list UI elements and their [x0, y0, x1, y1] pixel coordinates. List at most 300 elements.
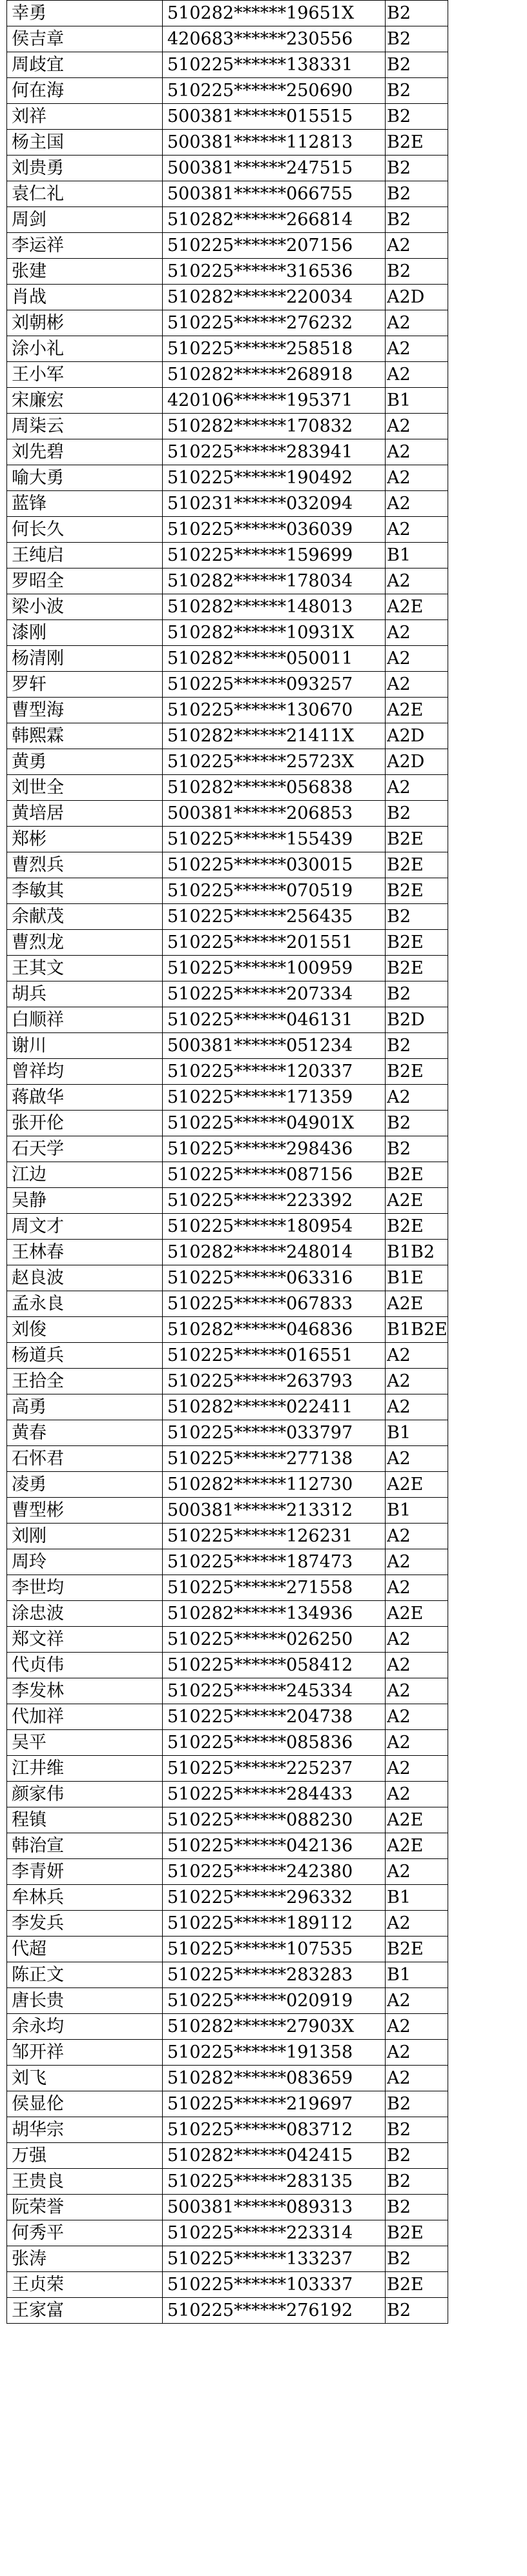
license-class-cell: A2	[386, 491, 448, 517]
id-number-cell: 510225******036039	[163, 517, 386, 543]
license-class-cell: B2E	[386, 1059, 448, 1085]
id-number-cell: 510282******022411	[163, 1394, 386, 1420]
table-row	[7, 336, 448, 362]
license-class-cell: B2E	[386, 1214, 448, 1240]
name-cell: 涂忠波	[7, 1601, 163, 1627]
name-cell: 邹开祥	[7, 2040, 163, 2066]
name-cell: 胡华宗	[7, 2117, 163, 2143]
table-row	[7, 207, 448, 233]
name-cell: 杨清刚	[7, 646, 163, 672]
license-class-cell: B2	[386, 1111, 448, 1136]
id-number-cell: 510225******271558	[163, 1575, 386, 1601]
name-cell: 韩熙霖	[7, 723, 163, 749]
table-row	[7, 1937, 448, 1962]
license-class-cell: A2	[386, 1988, 448, 2014]
id-number-cell: 510225******191358	[163, 2040, 386, 2066]
id-number-cell: 510282******268918	[163, 362, 386, 388]
id-number-cell: 510282******10931X	[163, 620, 386, 646]
license-class-cell: B1B2E	[386, 1317, 448, 1343]
license-class-cell: B2E	[386, 2272, 448, 2298]
name-cell: 王家富	[7, 2298, 163, 2324]
license-class-cell: B1	[386, 1498, 448, 1524]
name-cell: 漆刚	[7, 620, 163, 646]
table-row	[7, 1085, 448, 1111]
license-class-cell: A2E	[386, 1833, 448, 1859]
table-row	[7, 569, 448, 594]
table-row	[7, 1627, 448, 1653]
name-cell: 周歧宜	[7, 52, 163, 78]
name-cell: 吴平	[7, 1730, 163, 1756]
license-class-cell: B2D	[386, 1007, 448, 1033]
license-class-cell: B2	[386, 1, 448, 26]
license-class-cell: B2	[386, 259, 448, 285]
license-class-cell: A2	[386, 1756, 448, 1782]
name-cell: 周玲	[7, 1549, 163, 1575]
license-class-cell: A2	[386, 1343, 448, 1369]
table-row	[7, 1240, 448, 1265]
id-number-cell: 510282******178034	[163, 569, 386, 594]
id-number-cell: 510225******070519	[163, 878, 386, 904]
name-cell: 刘祥	[7, 104, 163, 130]
name-cell: 王林春	[7, 1240, 163, 1265]
license-class-cell: B2	[386, 156, 448, 181]
license-class-cell: A2	[386, 569, 448, 594]
name-cell: 侯吉章	[7, 26, 163, 52]
id-number-cell: 510282******170832	[163, 414, 386, 439]
license-class-cell: A2	[386, 1782, 448, 1807]
name-cell: 蓝锋	[7, 491, 163, 517]
table-row	[7, 672, 448, 698]
name-cell: 刘世全	[7, 775, 163, 801]
license-class-cell: B2	[386, 181, 448, 207]
license-class-cell: B2	[386, 981, 448, 1007]
table-row	[7, 517, 448, 543]
name-cell: 阮荣誉	[7, 2195, 163, 2220]
table-row	[7, 723, 448, 749]
name-cell: 曹型海	[7, 698, 163, 723]
license-class-cell: B2E	[386, 1937, 448, 1962]
id-number-cell: 510225******030015	[163, 852, 386, 878]
table-row	[7, 104, 448, 130]
name-cell: 王其文	[7, 956, 163, 981]
id-number-cell: 510225******058412	[163, 1653, 386, 1678]
license-class-cell: B2E	[386, 1162, 448, 1188]
license-class-cell: A2	[386, 517, 448, 543]
name-cell: 梁小波	[7, 594, 163, 620]
table-row	[7, 2272, 448, 2298]
name-cell: 高勇	[7, 1394, 163, 1420]
id-number-cell: 510225******04901X	[163, 1111, 386, 1136]
id-number-cell: 510225******283283	[163, 1962, 386, 1988]
id-number-cell: 510282******27903X	[163, 2014, 386, 2040]
table-row	[7, 1291, 448, 1317]
id-number-cell: 510225******020919	[163, 1988, 386, 2014]
table-row	[7, 698, 448, 723]
id-number-cell: 510225******120337	[163, 1059, 386, 1085]
name-cell: 刘先碧	[7, 439, 163, 465]
license-class-cell: B2	[386, 2169, 448, 2195]
license-class-cell: B2	[386, 2298, 448, 2324]
id-number-cell: 510225******126231	[163, 1524, 386, 1549]
license-class-cell: B2	[386, 104, 448, 130]
license-class-cell: A2	[386, 465, 448, 491]
table-row	[7, 646, 448, 672]
id-number-cell: 510225******171359	[163, 1085, 386, 1111]
table-row	[7, 1498, 448, 1524]
table-row	[7, 1162, 448, 1188]
table-row	[7, 956, 448, 981]
license-class-cell: A2E	[386, 1807, 448, 1833]
id-number-cell: 510282******134936	[163, 1601, 386, 1627]
table-row	[7, 156, 448, 181]
name-cell: 刘刚	[7, 1524, 163, 1549]
name-cell: 代加祥	[7, 1704, 163, 1730]
name-cell: 赵良波	[7, 1265, 163, 1291]
id-number-cell: 510282******148013	[163, 594, 386, 620]
name-cell: 罗轩	[7, 672, 163, 698]
roster-body	[7, 1, 448, 2324]
name-cell: 余永均	[7, 2014, 163, 2040]
license-class-cell: B2	[386, 2246, 448, 2272]
id-number-cell: 500381******051234	[163, 1033, 386, 1059]
license-class-cell: B2	[386, 52, 448, 78]
license-class-cell: A2	[386, 1369, 448, 1394]
name-cell: 白顺祥	[7, 1007, 163, 1033]
id-number-cell: 510225******190492	[163, 465, 386, 491]
table-row	[7, 52, 448, 78]
name-cell: 代超	[7, 1937, 163, 1962]
id-number-cell: 510282******220034	[163, 285, 386, 310]
name-cell: 李发兵	[7, 1911, 163, 1937]
name-cell: 黄春	[7, 1420, 163, 1446]
table-row	[7, 1859, 448, 1885]
table-row	[7, 1549, 448, 1575]
table-row	[7, 1756, 448, 1782]
name-cell: 袁仁礼	[7, 181, 163, 207]
name-cell: 黄勇	[7, 749, 163, 775]
license-class-cell: B2	[386, 26, 448, 52]
name-cell: 王贵良	[7, 2169, 163, 2195]
id-number-cell: 510282******248014	[163, 1240, 386, 1265]
table-row	[7, 2298, 448, 2324]
id-number-cell: 510225******093257	[163, 672, 386, 698]
id-number-cell: 510282******083659	[163, 2066, 386, 2091]
name-cell: 凌勇	[7, 1472, 163, 1498]
id-number-cell: 510225******284433	[163, 1782, 386, 1807]
table-row	[7, 801, 448, 827]
id-number-cell: 510225******107535	[163, 1937, 386, 1962]
id-number-cell: 510225******316536	[163, 259, 386, 285]
id-number-cell: 510225******133237	[163, 2246, 386, 2272]
license-class-cell: A2E	[386, 1601, 448, 1627]
id-number-cell: 510282******112730	[163, 1472, 386, 1498]
table-row	[7, 1007, 448, 1033]
id-number-cell: 510225******085836	[163, 1730, 386, 1756]
name-cell: 周柒云	[7, 414, 163, 439]
license-class-cell: A2	[386, 310, 448, 336]
table-row	[7, 1730, 448, 1756]
id-number-cell: 510282******046836	[163, 1317, 386, 1343]
name-cell: 喻大勇	[7, 465, 163, 491]
license-class-cell: B2E	[386, 852, 448, 878]
license-class-cell: A2D	[386, 285, 448, 310]
license-class-cell: B1	[386, 388, 448, 414]
table-row	[7, 775, 448, 801]
name-cell: 周剑	[7, 207, 163, 233]
table-row	[7, 1807, 448, 1833]
name-cell: 幸勇	[7, 1, 163, 26]
table-row	[7, 904, 448, 930]
table-row	[7, 1343, 448, 1369]
table-row	[7, 26, 448, 52]
license-class-cell: A2	[386, 1524, 448, 1549]
license-class-cell: A2E	[386, 594, 448, 620]
name-cell: 张涛	[7, 2246, 163, 2272]
name-cell: 谢川	[7, 1033, 163, 1059]
table-row	[7, 1601, 448, 1627]
id-number-cell: 510225******25723X	[163, 749, 386, 775]
id-number-cell: 510225******283941	[163, 439, 386, 465]
name-cell: 李青妍	[7, 1859, 163, 1885]
table-row	[7, 620, 448, 646]
name-cell: 陈正文	[7, 1962, 163, 1988]
table-row	[7, 1059, 448, 1085]
table-row	[7, 1033, 448, 1059]
id-number-cell: 510225******298436	[163, 1136, 386, 1162]
name-cell: 曹烈龙	[7, 930, 163, 956]
license-class-cell: A2	[386, 1394, 448, 1420]
name-cell: 代贞伟	[7, 1653, 163, 1678]
id-number-cell: 500381******247515	[163, 156, 386, 181]
name-cell: 颜家伟	[7, 1782, 163, 1807]
license-class-cell: A2	[386, 1575, 448, 1601]
table-row	[7, 1911, 448, 1937]
license-class-cell: B2E	[386, 956, 448, 981]
id-number-cell: 510225******187473	[163, 1549, 386, 1575]
license-class-cell: B2	[386, 78, 448, 104]
id-number-cell: 510225******296332	[163, 1885, 386, 1911]
name-cell: 韩治宣	[7, 1833, 163, 1859]
id-number-cell: 500381******089313	[163, 2195, 386, 2220]
name-cell: 涂小礼	[7, 336, 163, 362]
table-row	[7, 981, 448, 1007]
id-number-cell: 510225******276192	[163, 2298, 386, 2324]
id-number-cell: 510282******19651X	[163, 1, 386, 26]
license-class-cell: A2	[386, 2014, 448, 2040]
id-number-cell: 510225******223314	[163, 2220, 386, 2246]
id-number-cell: 510225******263793	[163, 1369, 386, 1394]
table-row	[7, 2246, 448, 2272]
id-number-cell: 510225******155439	[163, 827, 386, 852]
license-class-cell: B1	[386, 1885, 448, 1911]
table-row	[7, 1575, 448, 1601]
license-class-cell: B2	[386, 1033, 448, 1059]
name-cell: 石怀君	[7, 1446, 163, 1472]
table-row	[7, 1111, 448, 1136]
table-row	[7, 1, 448, 26]
table-row	[7, 543, 448, 569]
table-row	[7, 594, 448, 620]
name-cell: 李发林	[7, 1678, 163, 1704]
id-number-cell: 510225******159699	[163, 543, 386, 569]
license-class-cell: A2	[386, 414, 448, 439]
table-row	[7, 1317, 448, 1343]
table-row	[7, 2220, 448, 2246]
license-class-cell: A2	[386, 233, 448, 259]
license-class-cell: B2E	[386, 2220, 448, 2246]
name-cell: 杨主国	[7, 130, 163, 156]
license-class-cell: B2	[386, 2143, 448, 2169]
id-number-cell: 510225******100959	[163, 956, 386, 981]
table-row	[7, 130, 448, 156]
name-cell: 胡兵	[7, 981, 163, 1007]
id-number-cell: 510225******063316	[163, 1265, 386, 1291]
name-cell: 刘贵勇	[7, 156, 163, 181]
table-row	[7, 181, 448, 207]
id-number-cell: 510225******223392	[163, 1188, 386, 1214]
id-number-cell: 510225******256435	[163, 904, 386, 930]
table-row	[7, 388, 448, 414]
name-cell: 曾祥均	[7, 1059, 163, 1085]
license-class-cell: B2E	[386, 130, 448, 156]
table-row	[7, 439, 448, 465]
table-row	[7, 1188, 448, 1214]
license-class-cell: A2	[386, 1653, 448, 1678]
license-class-cell: A2	[386, 2066, 448, 2091]
table-row	[7, 2091, 448, 2117]
id-number-cell: 510225******087156	[163, 1162, 386, 1188]
license-class-cell: A2	[386, 1678, 448, 1704]
table-row	[7, 1446, 448, 1472]
license-class-cell: A2	[386, 646, 448, 672]
table-row	[7, 2117, 448, 2143]
license-class-cell: A2	[386, 1911, 448, 1937]
id-number-cell: 510225******033797	[163, 1420, 386, 1446]
license-class-cell: B2	[386, 2091, 448, 2117]
table-row	[7, 749, 448, 775]
name-cell: 郑文祥	[7, 1627, 163, 1653]
id-number-cell: 510282******050011	[163, 646, 386, 672]
name-cell: 唐长贵	[7, 1988, 163, 2014]
id-number-cell: 510225******088230	[163, 1807, 386, 1833]
license-class-cell: B1	[386, 1962, 448, 1988]
name-cell: 牟林兵	[7, 1885, 163, 1911]
license-class-cell: A2	[386, 439, 448, 465]
id-number-cell: 510225******276232	[163, 310, 386, 336]
table-row	[7, 2143, 448, 2169]
name-cell: 杨道兵	[7, 1343, 163, 1369]
name-cell: 何秀平	[7, 2220, 163, 2246]
license-class-cell: A2	[386, 1446, 448, 1472]
license-class-cell: A2	[386, 2040, 448, 2066]
name-cell: 张开伦	[7, 1111, 163, 1136]
name-cell: 蒋啟华	[7, 1085, 163, 1111]
license-class-cell: B1B2	[386, 1240, 448, 1265]
license-class-cell: A2E	[386, 1291, 448, 1317]
table-row	[7, 1420, 448, 1446]
table-row	[7, 362, 448, 388]
license-class-cell: B1	[386, 543, 448, 569]
id-number-cell: 510225******283135	[163, 2169, 386, 2195]
name-cell: 曹型彬	[7, 1498, 163, 1524]
table-row	[7, 852, 448, 878]
table-row	[7, 2014, 448, 2040]
name-cell: 刘俊	[7, 1317, 163, 1343]
name-cell: 王贞荣	[7, 2272, 163, 2298]
license-class-cell: B2E	[386, 930, 448, 956]
license-class-cell: B2	[386, 1136, 448, 1162]
table-row	[7, 1265, 448, 1291]
table-row	[7, 465, 448, 491]
id-number-cell: 510282******056838	[163, 775, 386, 801]
id-number-cell: 510282******042415	[163, 2143, 386, 2169]
table-row	[7, 310, 448, 336]
id-number-cell: 510225******138331	[163, 52, 386, 78]
name-cell: 侯显伦	[7, 2091, 163, 2117]
id-number-cell: 510225******242380	[163, 1859, 386, 1885]
name-cell: 曹烈兵	[7, 852, 163, 878]
name-cell: 周文才	[7, 1214, 163, 1240]
license-class-cell: A2	[386, 362, 448, 388]
id-number-cell: 510225******189112	[163, 1911, 386, 1937]
table-row	[7, 1988, 448, 2014]
id-number-cell: 510231******032094	[163, 491, 386, 517]
table-row	[7, 414, 448, 439]
name-cell: 王小军	[7, 362, 163, 388]
table-row	[7, 491, 448, 517]
id-number-cell: 510225******026250	[163, 1627, 386, 1653]
license-class-cell: A2E	[386, 698, 448, 723]
license-class-cell: B2E	[386, 827, 448, 852]
id-number-cell: 510225******245334	[163, 1678, 386, 1704]
id-number-cell: 510225******042136	[163, 1833, 386, 1859]
name-cell: 孟永良	[7, 1291, 163, 1317]
table-row	[7, 1962, 448, 1988]
name-cell: 石天学	[7, 1136, 163, 1162]
table-row	[7, 878, 448, 904]
name-cell: 张建	[7, 259, 163, 285]
table-row	[7, 259, 448, 285]
id-number-cell: 510225******250690	[163, 78, 386, 104]
table-row	[7, 1524, 448, 1549]
license-class-cell: A2D	[386, 723, 448, 749]
table-row	[7, 1394, 448, 1420]
name-cell: 王拾全	[7, 1369, 163, 1394]
name-cell: 万强	[7, 2143, 163, 2169]
id-number-cell: 510225******219697	[163, 2091, 386, 2117]
table-row	[7, 1136, 448, 1162]
table-row	[7, 827, 448, 852]
table-row	[7, 2040, 448, 2066]
id-number-cell: 510225******083712	[163, 2117, 386, 2143]
id-number-cell: 510225******180954	[163, 1214, 386, 1240]
license-class-cell: B1	[386, 1420, 448, 1446]
license-class-cell: A2	[386, 1704, 448, 1730]
license-class-cell: B2	[386, 2117, 448, 2143]
license-class-cell: B2	[386, 801, 448, 827]
id-number-cell: 510225******207334	[163, 981, 386, 1007]
name-cell: 李敏其	[7, 878, 163, 904]
table-row	[7, 1214, 448, 1240]
name-cell: 罗昭全	[7, 569, 163, 594]
name-cell: 何在海	[7, 78, 163, 104]
id-number-cell: 420683******230556	[163, 26, 386, 52]
id-number-cell: 510225******204738	[163, 1704, 386, 1730]
license-class-cell: A2D	[386, 749, 448, 775]
table-row	[7, 1704, 448, 1730]
table-row	[7, 285, 448, 310]
id-number-cell: 510225******201551	[163, 930, 386, 956]
